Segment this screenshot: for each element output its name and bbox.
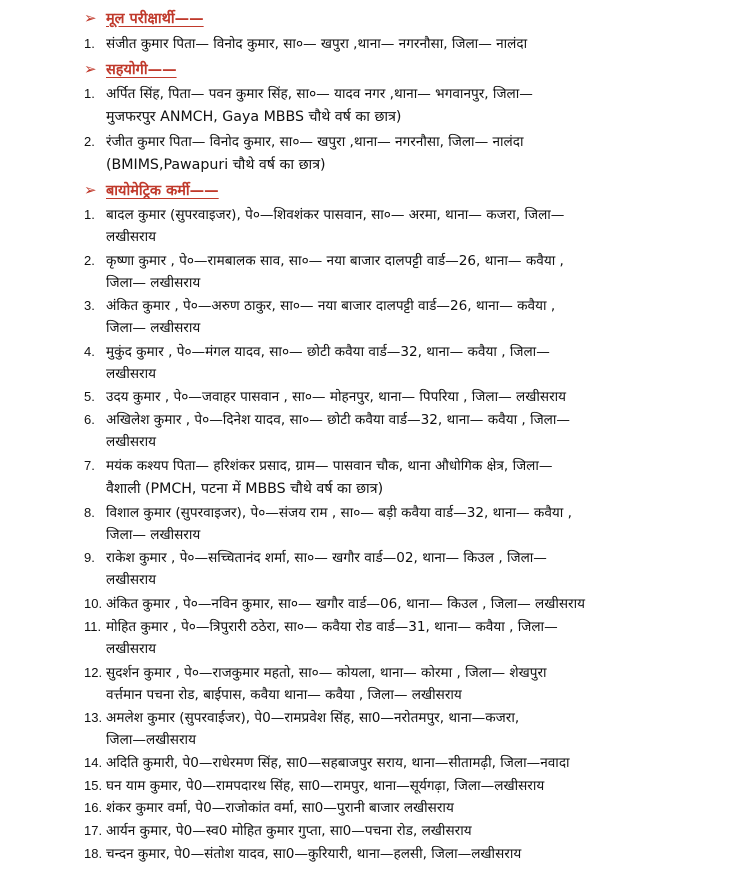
item-line: सुदर्शन कुमार , पे०—राजकुमार महतो, सा०— कोयला, थाना— कोरमा , जिला— शेखपुरा xyxy=(106,665,547,681)
item-line: लखीसराय xyxy=(106,434,157,450)
item-line: अंकित कुमार , पे०—अरुण ठाकुर, सा०— नया बाजार दालपट्टी वार्ड—26, थाना— कवैया , xyxy=(106,298,556,314)
item-line: रंजीत कुमार पिता— विनोद कुमार, सा०— खपुरा ,थाना— नगरनौसा, जिला— नालंदा xyxy=(106,134,524,150)
item-line: जिला—लखीसराय xyxy=(106,732,196,748)
list-item xyxy=(84,616,724,660)
list-item xyxy=(84,593,724,615)
item-line: आर्यन कुमार, पे0—स्व0 मोहित कुमार गुप्ता, सा0—पचना रोड, लखीसराय xyxy=(106,823,472,839)
item-number: 2. xyxy=(84,134,95,149)
item-line: मुकुंद कुमार , पे०—मंगल यादव, सा०— छोटी कवैया वार्ड—32, थाना— कवैया , जिला— xyxy=(106,344,550,360)
list-item xyxy=(84,204,724,248)
item-line: अदिति कुमारी, पे0—राधेरमण सिंह, सा0—सहबाजपुर सराय, थाना—सीतामढ़ी, जिला—नवादा xyxy=(106,755,570,771)
list-item xyxy=(84,502,724,546)
item-line: जिला— लखीसराय xyxy=(106,275,201,291)
list-item xyxy=(84,250,724,294)
section-heading-biometric-staff xyxy=(84,179,219,201)
section-title: मूल परीक्षार्थी—— xyxy=(106,11,204,27)
item-number: 2. xyxy=(84,253,95,268)
item-number: 10. xyxy=(84,596,103,611)
item-number: 11. xyxy=(84,619,102,634)
item-line: राकेश कुमार , पे०—सच्चितानंद शर्मा, सा०— खगौर वार्ड—02, थाना— किउल , जिला— xyxy=(106,550,547,566)
list-item xyxy=(84,295,724,339)
item-line: बादल कुमार (सुपरवाइजर), पे०—शिवशंकर पासवान, सा०— अरमा, थाना— कजरा, जिला— xyxy=(106,207,565,223)
list-item xyxy=(84,775,724,797)
section-title: सहयोगी—— xyxy=(106,62,177,78)
list-item xyxy=(84,843,724,865)
item-line: लखीसराय xyxy=(106,572,157,588)
list-item xyxy=(84,820,724,842)
item-line: लखीसराय xyxy=(106,366,157,382)
item-line: शंकर कुमार वर्मा, पे0—राजोकांत वर्मा, सा0—पुरानी बाजार लखीसराय xyxy=(106,800,454,816)
item-line: उदय कुमार , पे०—जवाहर पासवान , सा०— मोहनपुर, थाना— पिपरिया , जिला— लखीसराय xyxy=(106,389,567,405)
arrow-bullet-icon: ➢ xyxy=(84,181,97,199)
item-number: 13. xyxy=(84,710,103,725)
item-number: 4. xyxy=(84,344,95,359)
list-item xyxy=(84,409,724,453)
item-number: 1. xyxy=(84,36,95,51)
item-number: 7. xyxy=(84,458,95,473)
list-item xyxy=(84,341,724,385)
list-item xyxy=(84,83,724,129)
list-item xyxy=(84,131,724,177)
section-title: बायोमेट्रिक कर्मी—— xyxy=(106,183,219,199)
list-item xyxy=(84,455,724,501)
list-item xyxy=(84,662,724,706)
list-item xyxy=(84,386,724,408)
item-number: 8. xyxy=(84,505,95,520)
item-number: 3. xyxy=(84,298,95,313)
item-line: वर्त्तमान पचना रोड, बाईपास, कवैया थाना— कवैया , जिला— लखीसराय xyxy=(106,687,462,703)
item-number: 17. xyxy=(84,823,103,838)
list-item xyxy=(84,33,724,55)
item-number: 16. xyxy=(84,800,103,815)
item-line: संजीत कुमार पिता— विनोद कुमार, सा०— खपुरा ,थाना— नगरनौसा, जिला— नालंदा xyxy=(106,36,528,52)
item-line: घन याम कुमार, पे0—रामपदारथ सिंह, सा0—रामपुर, थाना—सूर्यगढ़ा, जिला—लखीसराय xyxy=(106,778,545,794)
item-line: अमलेश कुमार (सुपरवाईजर), पे0—रामप्रवेश सिंह, सा0—नरोतमपुर, थाना—कजरा, xyxy=(106,710,520,726)
item-line: (BMIMS,Pawapuri चौथे वर्ष का छात्र) xyxy=(106,157,326,173)
section-heading-main-candidate xyxy=(84,7,204,29)
section-heading-helpers xyxy=(84,58,177,80)
item-line: वैशाली (PMCH, पटना में MBBS चौथे वर्ष का छात्र) xyxy=(106,481,384,497)
item-number: 1. xyxy=(84,207,95,222)
arrow-bullet-icon: ➢ xyxy=(84,9,97,27)
item-number: 14. xyxy=(84,755,103,770)
item-line: लखीसराय xyxy=(106,641,157,657)
item-line: अंकित कुमार , पे०—नविन कुमार, सा०— खगौर वार्ड—06, थाना— किउल , जिला— लखीसराय xyxy=(106,596,585,612)
item-line: जिला— लखीसराय xyxy=(106,527,201,543)
item-line: कृष्णा कुमार , पे०—रामबालक साव, सा०— नया बाजार दालपट्टी वार्ड—26, थाना— कवैया , xyxy=(106,253,564,269)
list-item xyxy=(84,752,724,774)
list-item xyxy=(84,707,724,751)
item-line: मुजफरपुर ANMCH, Gaya MBBS चौथे वर्ष का छात्र) xyxy=(106,109,402,125)
item-number: 1. xyxy=(84,86,95,101)
item-line: लखीसराय xyxy=(106,229,157,245)
item-number: 6. xyxy=(84,412,95,427)
item-line: अर्पित सिंह, पिता— पवन कुमार सिंह, सा०— यादव नगर ,थाना— भगवानपुर, जिला— xyxy=(106,86,533,102)
item-line: अखिलेश कुमार , पे०—दिनेश यादव, सा०— छोटी कवैया वार्ड—32, थाना— कवैया , जिला— xyxy=(106,412,571,428)
arrow-bullet-icon: ➢ xyxy=(84,60,97,78)
item-line: मोहित कुमार , पे०—त्रिपुरारी ठठेरा, सा०— कवैया रोड वार्ड—31, थाना— कवैया , जिला— xyxy=(106,619,558,635)
item-line: जिला— लखीसराय xyxy=(106,320,201,336)
list-item xyxy=(84,547,724,591)
item-number: 12. xyxy=(84,665,103,680)
list-item xyxy=(84,797,724,819)
item-line: विशाल कुमार (सुपरवाइजर), पे०—संजय राम , सा०— बड़ी कवैया वार्ड—32, थाना— कवैया , xyxy=(106,505,572,521)
item-line: चन्दन कुमार, पे0—संतोश यादव, सा0—कुरियारी, थाना—हलसी, जिला—लखीसराय xyxy=(106,846,522,862)
item-number: 15. xyxy=(84,778,103,793)
item-number: 5. xyxy=(84,389,95,404)
item-number: 9. xyxy=(84,550,95,565)
item-number: 18. xyxy=(84,846,103,861)
item-line: मयंक कश्यप पिता— हरिशंकर प्रसाद, ग्राम— पासवान चौक, थाना औधोगिक क्षेत्र, जिला— xyxy=(106,458,553,474)
